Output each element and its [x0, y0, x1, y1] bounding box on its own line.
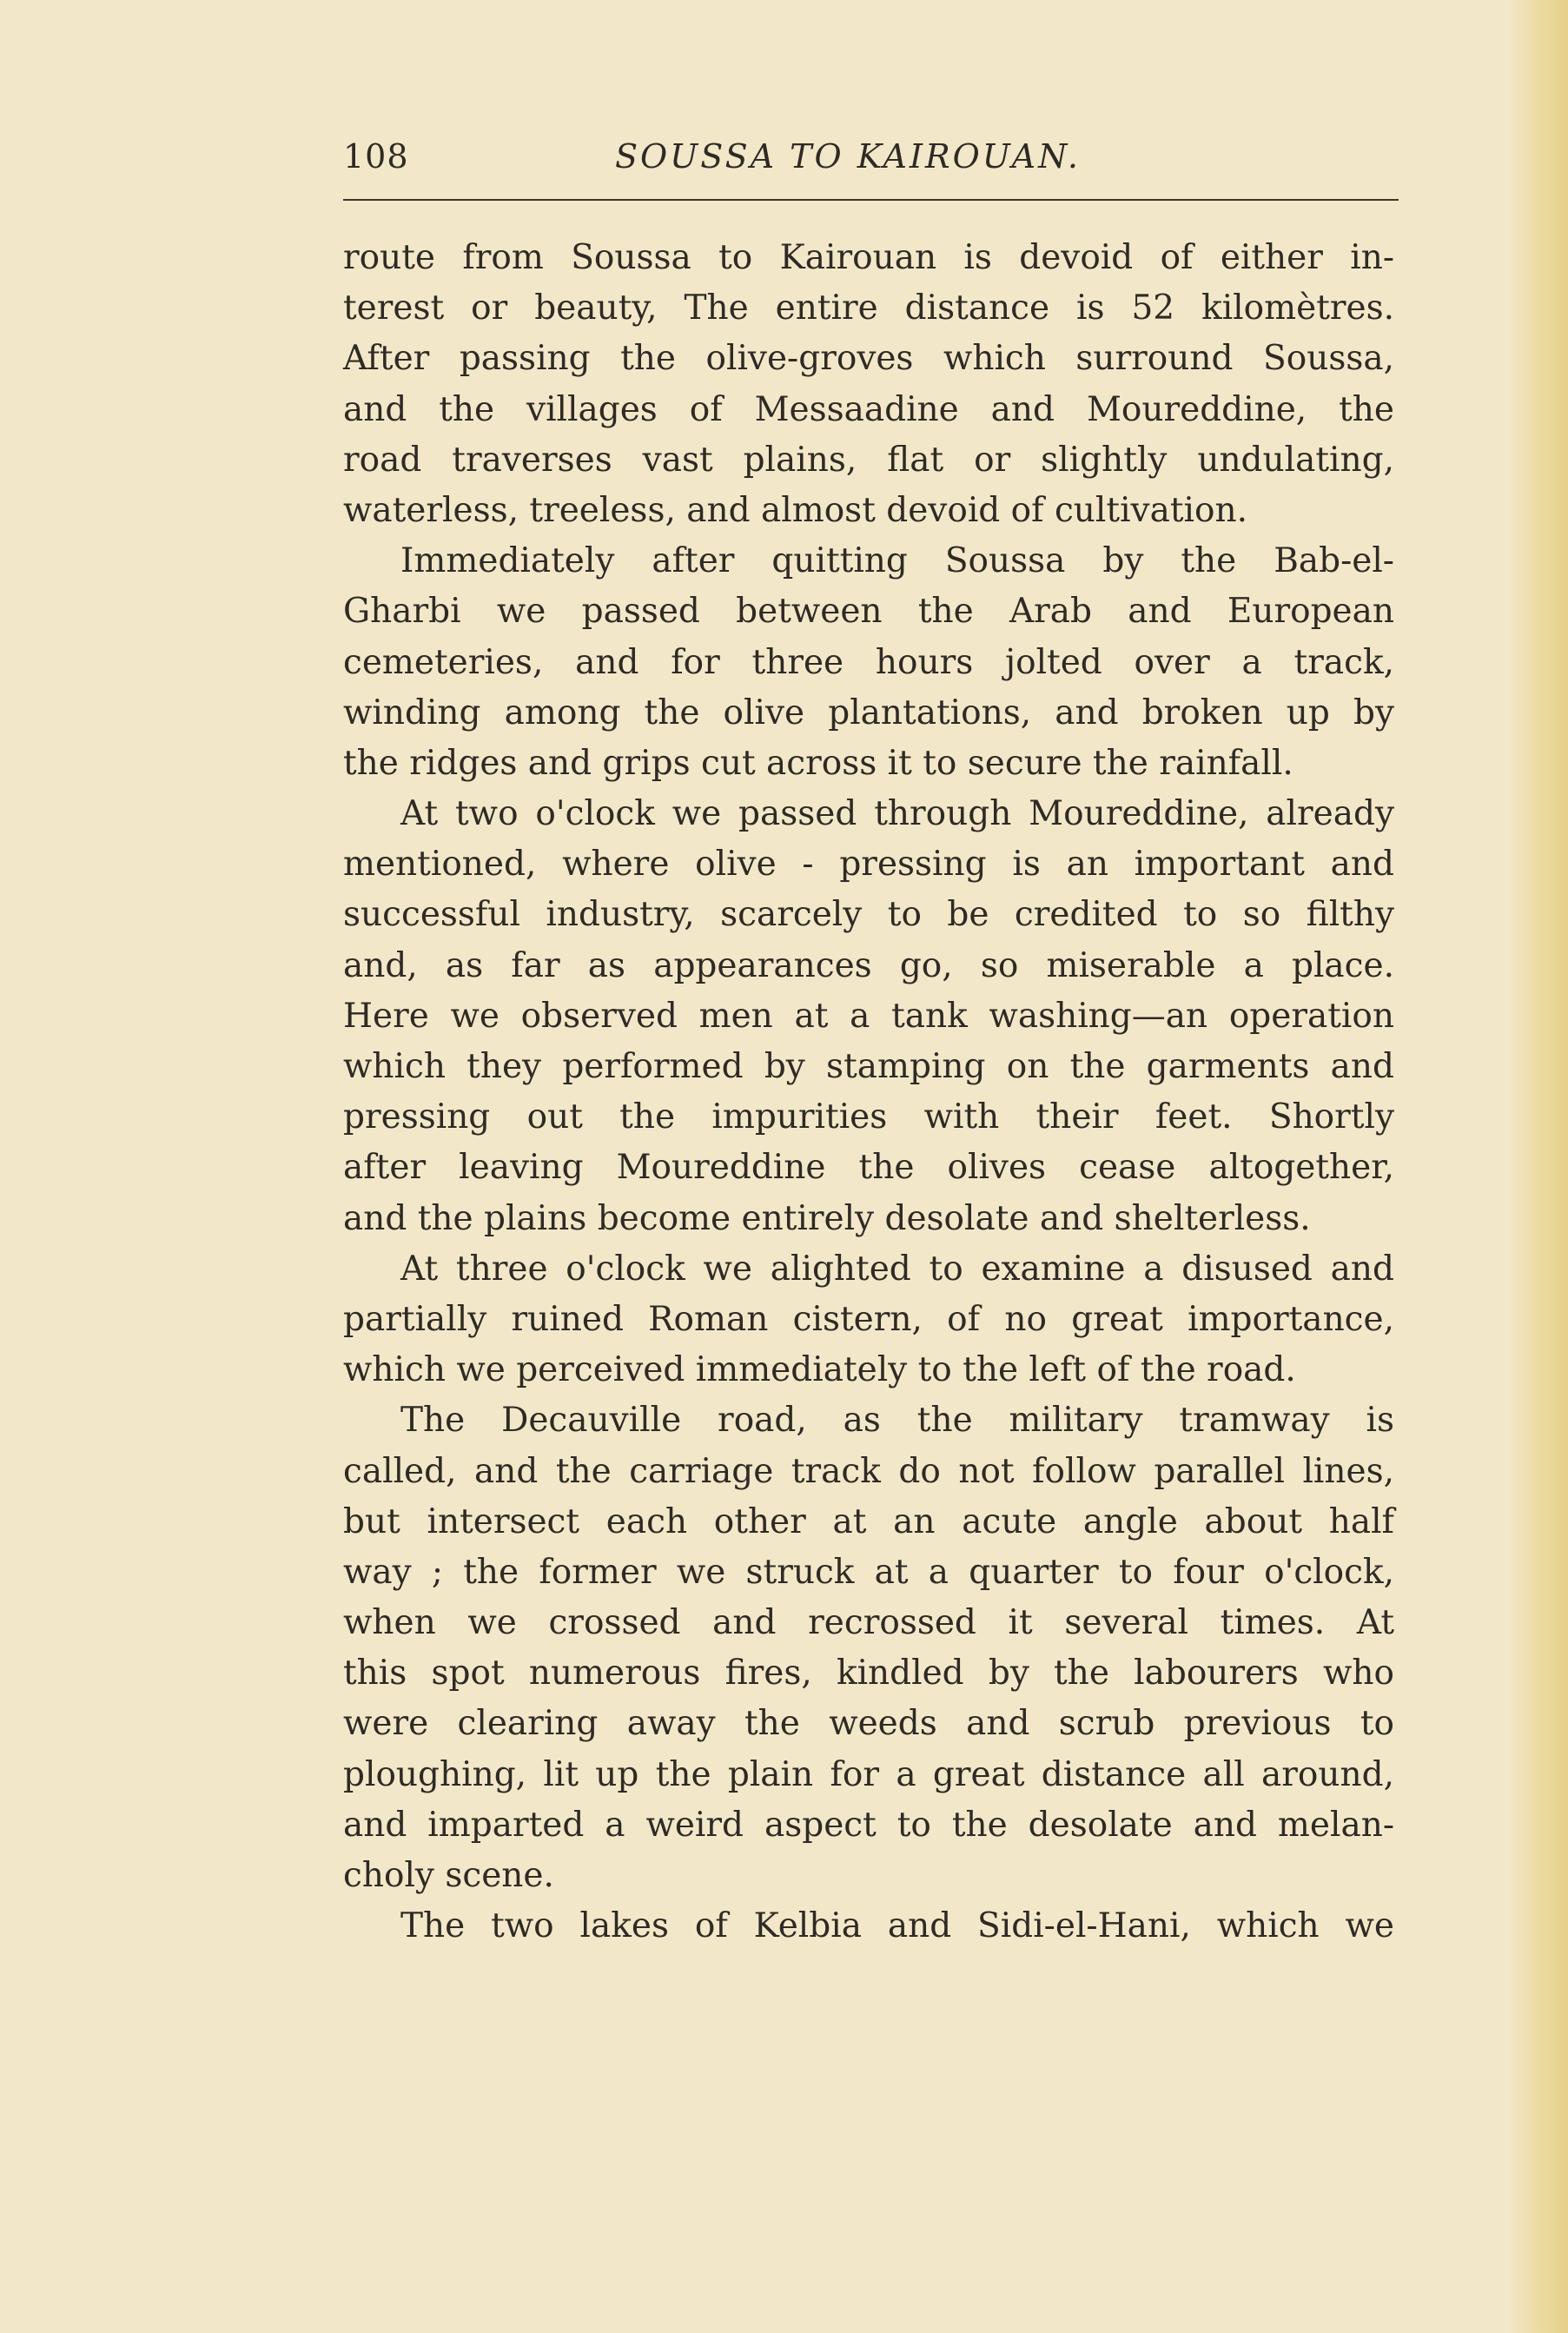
text-line: this spot numerous fires, kindled by the labourers who	[343, 1654, 1394, 1693]
paragraph-first-line: The two lakes of Kelbia and Sidi-el-Hani, which we	[400, 1906, 1394, 1946]
text-line: terest or beauty, The entire distance is 52 kilomètres.	[343, 288, 1394, 328]
text-line: were clearing away the weeds and scrub previous to	[343, 1704, 1394, 1744]
page-header	[343, 130, 1399, 191]
text-line: successful industry, scarcely to be credited to so filthy	[343, 895, 1394, 935]
text-line: and the plains become entirely desolate and shelterless.	[343, 1198, 1311, 1238]
text-line: after leaving Moureddine the olives cease altogether,	[343, 1148, 1394, 1188]
text-line: Here we observed men at a tank washing—an operation	[343, 996, 1394, 1036]
text-line: After passing the olive-groves which surround Soussa,	[343, 339, 1394, 379]
text-line: when we crossed and recrossed it several times. At	[343, 1603, 1394, 1643]
paragraph-first-line: Immediately after quitting Soussa by the Bab-el-	[400, 541, 1394, 581]
text-line: mentioned, where olive - pressing is an important and	[343, 845, 1394, 885]
text-line: and imparted a weird aspect to the desolate and melan-	[343, 1805, 1394, 1845]
page-number: 108	[343, 137, 409, 176]
paragraph-first-line: The Decauville road, as the military tramway is	[400, 1401, 1394, 1441]
text-line: choly scene.	[343, 1856, 554, 1895]
page-edge	[1507, 0, 1568, 2333]
text-line: which we perceived immediately to the left of the road.	[343, 1350, 1296, 1390]
text-line: which they performed by stamping on the garments and	[343, 1047, 1394, 1086]
text-line: way ; the former we struck at a quarter to four o'clock,	[343, 1552, 1394, 1592]
text-line: called, and the carriage track do not follow parallel lines,	[343, 1451, 1394, 1491]
text-line: pressing out the impurities with their feet. Shortly	[343, 1097, 1394, 1137]
text-line: ploughing, lit up the plain for a great distance all around,	[343, 1754, 1394, 1794]
text-line: waterless, treeless, and almost devoid of cultivation.	[343, 490, 1247, 530]
text-line: the ridges and grips cut across it to secure the rainfall.	[343, 743, 1293, 783]
text-line: and, as far as appearances go, so miserable a place.	[343, 945, 1394, 985]
text-line: partially ruined Roman cistern, of no great importance,	[343, 1299, 1394, 1339]
text-line: Gharbi we passed between the Arab and European	[343, 592, 1394, 632]
running-title: SOUSSA TO KAIROUAN.	[615, 137, 1081, 176]
paragraph-first-line: At three o'clock we alighted to examine a disused and	[400, 1249, 1394, 1289]
text-line: road traverses vast plains, flat or slightly undulating,	[343, 440, 1394, 480]
header-rule	[343, 199, 1399, 201]
text-line: but intersect each other at an acute angle about half	[343, 1501, 1394, 1541]
text-line: and the villages of Messaadine and Moureddine, the	[343, 389, 1394, 429]
paragraph-first-line: At two o'clock we passed through Moureddine, already	[400, 794, 1394, 834]
body-text	[343, 233, 1394, 1952]
text-line: route from Soussa to Kairouan is devoid of either in-	[343, 238, 1394, 277]
text-line: cemeteries, and for three hours jolted over a track,	[343, 642, 1394, 682]
text-line: winding among the olive plantations, and broken up by	[343, 693, 1394, 732]
